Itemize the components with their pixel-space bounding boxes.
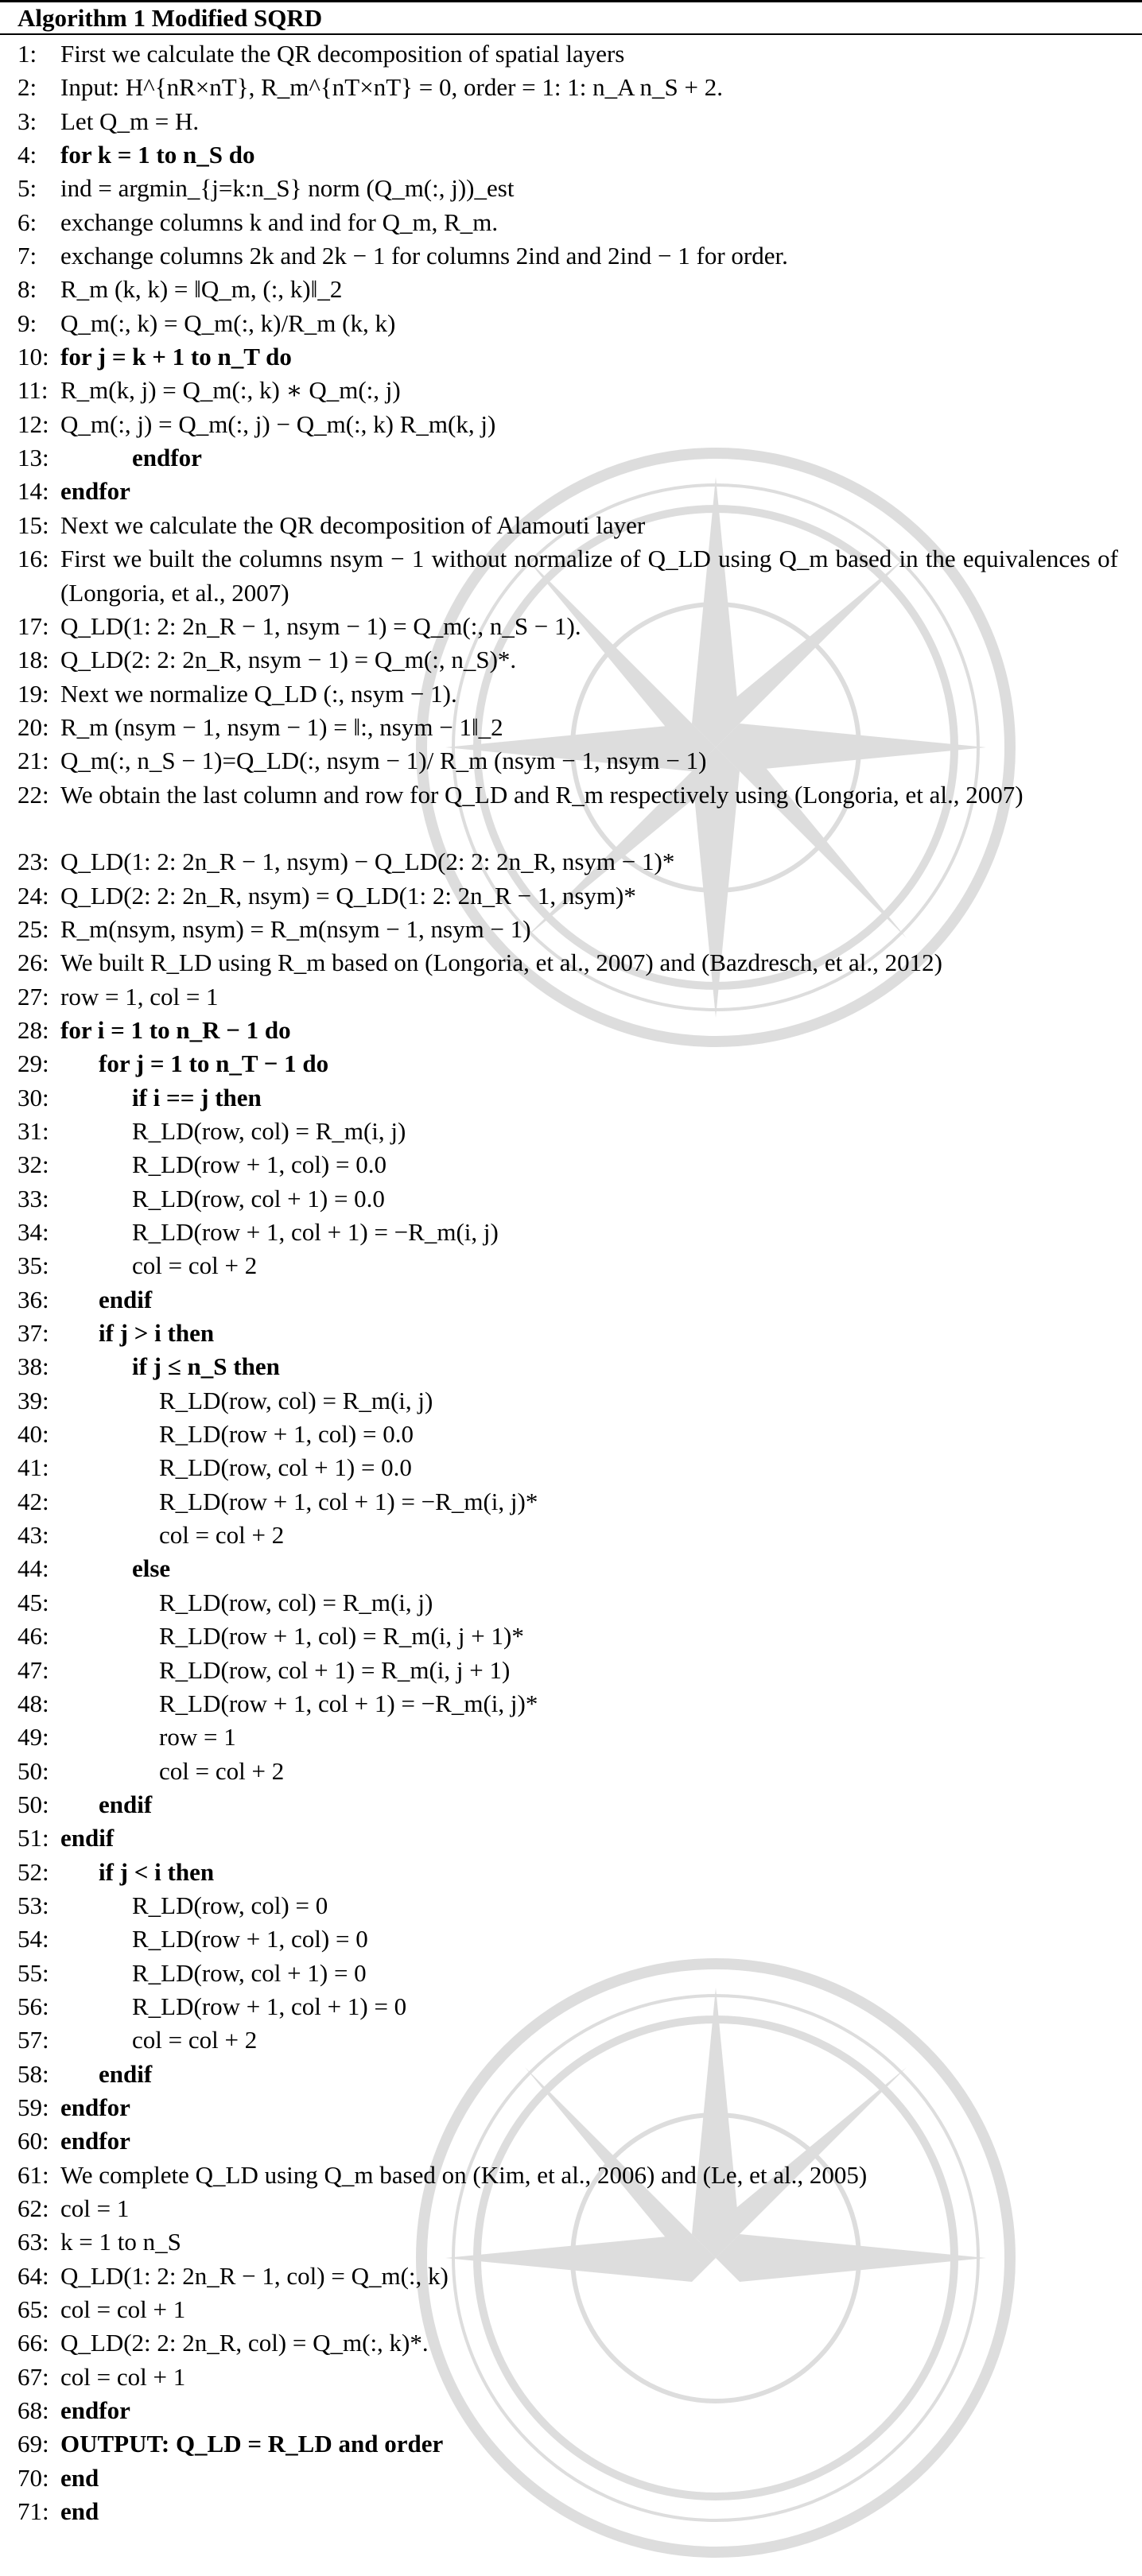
algorithm-line bbox=[0, 542, 1142, 610]
algorithm-line bbox=[0, 475, 1142, 508]
line-text: We obtain the last column and row for Q_LD and R_m respectively using (Longoria, et al., 2007) bbox=[60, 780, 1024, 809]
algorithm-line bbox=[0, 1957, 1142, 1990]
line-text: First we built the columns nsym − 1 without normalize of Q_LD using Q_m based in the equivalences of (Longoria, et al., 2007) bbox=[60, 545, 1118, 607]
line-number: 2: bbox=[17, 73, 37, 102]
algorithm-line bbox=[0, 172, 1142, 205]
line-number: 5: bbox=[17, 174, 37, 203]
line-text: R_LD(row, col + 1) = 0.0 bbox=[159, 1453, 412, 1482]
line-number: 50: bbox=[17, 1790, 49, 1818]
algorithm-line bbox=[0, 2058, 1142, 2091]
algorithm-line bbox=[0, 1552, 1142, 1585]
line-number: 69: bbox=[17, 2430, 49, 2458]
algorithm-line bbox=[0, 2293, 1142, 2326]
algorithm-line bbox=[0, 2260, 1142, 2293]
line-text: R_LD(row, col + 1) = 0 bbox=[132, 1958, 367, 1987]
line-number: 43: bbox=[17, 1521, 49, 1550]
line-text: endfor bbox=[132, 444, 202, 472]
algorithm-line bbox=[0, 1384, 1142, 1418]
line-text: exchange columns 2k and 2k − 1 for columns 2ind and 2ind − 1 for order. bbox=[60, 242, 788, 270]
line-text: if j < i then bbox=[99, 1857, 215, 1886]
algorithm-line bbox=[0, 408, 1142, 441]
algorithm-line bbox=[0, 138, 1142, 172]
algorithm-line bbox=[0, 1317, 1142, 1350]
line-text: for j = k + 1 to n_T do bbox=[60, 343, 292, 371]
line-text: row = 1, col = 1 bbox=[60, 982, 219, 1011]
line-number: 12: bbox=[17, 409, 49, 438]
line-number: 68: bbox=[17, 2396, 49, 2425]
line-number: 23: bbox=[17, 848, 49, 876]
algorithm-line bbox=[0, 1418, 1142, 1451]
line-text: endif bbox=[60, 1824, 115, 1852]
line-number: 46: bbox=[17, 1622, 49, 1651]
line-text: else bbox=[132, 1554, 171, 1583]
line-text: R_m (nsym − 1, nsym − 1) = ‖:, nsym − 1‖_2 bbox=[60, 712, 503, 741]
algorithm-line bbox=[0, 273, 1142, 306]
line-number: 38: bbox=[17, 1352, 49, 1381]
line-number: 32: bbox=[17, 1150, 49, 1179]
line-text: R_LD(row + 1, col) = R_m(i, j + 1)* bbox=[159, 1622, 524, 1651]
line-number: 6: bbox=[17, 208, 37, 236]
line-text: endif bbox=[99, 1790, 153, 1818]
algorithm-line bbox=[0, 1081, 1142, 1115]
algorithm-line bbox=[0, 2326, 1142, 2360]
line-number: 47: bbox=[17, 1655, 49, 1684]
line-text: R_m(nsym, nsym) = R_m(nsym − 1, nsym − 1) bbox=[60, 914, 531, 943]
line-number: 34: bbox=[17, 1218, 49, 1247]
algorithm-line bbox=[0, 374, 1142, 407]
algorithm-line bbox=[0, 1047, 1142, 1080]
algorithm-title: Algorithm 1 Modified SQRD bbox=[0, 0, 1142, 35]
algorithm-line bbox=[0, 778, 1142, 846]
algorithm-line bbox=[0, 1485, 1142, 1519]
algorithm-line bbox=[0, 2091, 1142, 2124]
algorithm-line bbox=[0, 1519, 1142, 1552]
line-number: 14: bbox=[17, 477, 49, 506]
algorithm-line bbox=[0, 2124, 1142, 2158]
algorithm-line bbox=[0, 2225, 1142, 2259]
line-text: end bbox=[60, 2463, 99, 2492]
line-number: 70: bbox=[17, 2463, 49, 2492]
line-text: col = 1 bbox=[60, 2194, 130, 2222]
line-number: 58: bbox=[17, 2059, 49, 2088]
algorithm-line bbox=[0, 509, 1142, 542]
line-text: R_LD(row, col + 1) = R_m(i, j + 1) bbox=[159, 1655, 511, 1684]
line-text: endif bbox=[99, 2059, 153, 2088]
line-number: 54: bbox=[17, 1925, 49, 1953]
line-number: 40: bbox=[17, 1420, 49, 1449]
algorithm-line bbox=[0, 2462, 1142, 2495]
algorithm-line bbox=[0, 711, 1142, 744]
algorithm-line bbox=[0, 239, 1142, 273]
line-text: exchange columns k and ind for Q_m, R_m. bbox=[60, 208, 499, 236]
line-text: Q_m(:, n_S − 1)=Q_LD(:, nsym − 1)/ R_m (nsym − 1, nsym − 1) bbox=[60, 747, 707, 775]
algorithm-line bbox=[0, 105, 1142, 138]
line-text: We complete Q_LD using Q_m based on (Kim, et al., 2006) and (Le, et al., 2005) bbox=[60, 2160, 868, 2189]
line-text: row = 1 bbox=[159, 1723, 236, 1752]
line-number: 57: bbox=[17, 2026, 49, 2054]
line-text: R_m(k, j) = Q_m(:, k) ∗ Q_m(:, j) bbox=[60, 376, 401, 405]
line-text: endfor bbox=[60, 2127, 130, 2155]
algorithm-line bbox=[0, 2159, 1142, 2192]
algorithm-lines bbox=[0, 35, 1142, 2528]
line-number: 67: bbox=[17, 2362, 49, 2391]
algorithm-line bbox=[0, 2192, 1142, 2225]
algorithm-line bbox=[0, 677, 1142, 711]
line-text: if i == j then bbox=[132, 1083, 262, 1111]
line-text: R_LD(row + 1, col + 1) = −R_m(i, j) bbox=[132, 1218, 499, 1247]
line-number: 60: bbox=[17, 2127, 49, 2155]
algorithm-line bbox=[0, 2023, 1142, 2057]
algorithm-line bbox=[0, 610, 1142, 643]
line-number: 44: bbox=[17, 1554, 49, 1583]
line-text: col = col + 2 bbox=[132, 2026, 258, 2054]
line-text: R_LD(row + 1, col + 1) = −R_m(i, j)* bbox=[159, 1689, 538, 1717]
line-number: 26: bbox=[17, 949, 49, 977]
algorithm-line bbox=[0, 879, 1142, 913]
line-number: 25: bbox=[17, 914, 49, 943]
algorithm-line bbox=[0, 1216, 1142, 1249]
line-text: We built R_LD using R_m based on (Longoria, et al., 2007) and (Bazdresch, et al., 2012) bbox=[60, 949, 942, 977]
line-text: Q_LD(2: 2: 2n_R, nsym − 1) = Q_m(:, n_S)*. bbox=[60, 646, 517, 674]
line-number: 30: bbox=[17, 1083, 49, 1111]
line-number: 59: bbox=[17, 2093, 49, 2121]
line-text: Q_LD(2: 2: 2n_R, col) = Q_m(:, k)*. bbox=[60, 2329, 429, 2357]
line-number: 1: bbox=[17, 40, 37, 68]
line-text: endfor bbox=[60, 2396, 130, 2425]
line-text: col = col + 2 bbox=[132, 1251, 258, 1280]
line-number: 56: bbox=[17, 1992, 49, 2020]
line-text: if j ≤ n_S then bbox=[132, 1352, 280, 1381]
line-number: 62: bbox=[17, 2194, 49, 2222]
line-number: 17: bbox=[17, 611, 49, 640]
algorithm-line bbox=[0, 946, 1142, 980]
line-text: R_LD(row, col + 1) = 0.0 bbox=[132, 1184, 385, 1212]
line-number: 24: bbox=[17, 881, 49, 910]
line-number: 61: bbox=[17, 2160, 49, 2189]
line-number: 31: bbox=[17, 1117, 49, 1145]
algorithm-line bbox=[0, 1922, 1142, 1956]
line-number: 45: bbox=[17, 1588, 49, 1616]
line-number: 16: bbox=[17, 545, 49, 573]
algorithm-line bbox=[0, 1821, 1142, 1855]
line-number: 63: bbox=[17, 2228, 49, 2256]
algorithm-line bbox=[0, 1889, 1142, 1922]
algorithm-line bbox=[0, 1620, 1142, 1653]
line-number: 53: bbox=[17, 1891, 49, 1919]
line-text: R_LD(row, col) = R_m(i, j) bbox=[159, 1386, 433, 1414]
line-text: R_LD(row + 1, col + 1) = 0 bbox=[132, 1992, 407, 2020]
line-number: 29: bbox=[17, 1049, 49, 1078]
line-text: k = 1 to n_S bbox=[60, 2228, 181, 2256]
algorithm-line bbox=[0, 643, 1142, 677]
line-text: Next we calculate the QR decomposition of Alamouti layer bbox=[60, 510, 646, 539]
line-text: R_LD(row + 1, col) = 0.0 bbox=[159, 1420, 414, 1449]
line-number: 41: bbox=[17, 1453, 49, 1482]
algorithm-line bbox=[0, 2495, 1142, 2528]
line-number: 37: bbox=[17, 1319, 49, 1348]
algorithm-line bbox=[0, 1182, 1142, 1216]
line-number: 15: bbox=[17, 510, 49, 539]
line-text: R_LD(row + 1, col) = 0 bbox=[132, 1925, 368, 1953]
algorithm-line bbox=[0, 1350, 1142, 1383]
line-number: 42: bbox=[17, 1487, 49, 1515]
line-number: 65: bbox=[17, 2295, 49, 2324]
line-number: 71: bbox=[17, 2497, 49, 2526]
line-text: Q_m(:, k) = Q_m(:, k)/R_m (k, k) bbox=[60, 308, 396, 337]
line-text: for i = 1 to n_R − 1 do bbox=[60, 1015, 291, 1044]
algorithm-line bbox=[0, 1755, 1142, 1788]
line-text: Q_LD(1: 2: 2n_R − 1, nsym − 1) = Q_m(:, n_S − 1). bbox=[60, 611, 581, 640]
algorithm-line bbox=[0, 1721, 1142, 1754]
algorithm-line bbox=[0, 1856, 1142, 1889]
line-text: Input: H^{nR×nT}, R_m^{nT×nT} = 0, order = 1: 1: n_A n_S + 2. bbox=[60, 73, 724, 102]
line-text: R_LD(row, col) = 0 bbox=[132, 1891, 328, 1919]
line-number: 19: bbox=[17, 679, 49, 708]
line-text: ind = argmin_{j=k:n_S} norm (Q_m(:, j))_est bbox=[60, 174, 515, 203]
line-text: Q_LD(2: 2: 2n_R, nsym) = Q_LD(1: 2: 2n_R − 1, nsym)* bbox=[60, 881, 636, 910]
line-text: OUTPUT: Q_LD = R_LD and order bbox=[60, 2430, 444, 2458]
line-number: 11: bbox=[17, 376, 49, 405]
algorithm-line bbox=[0, 913, 1142, 946]
line-number: 7: bbox=[17, 242, 37, 270]
algorithm-line bbox=[0, 206, 1142, 239]
algorithm-line bbox=[0, 1283, 1142, 1317]
line-text: R_LD(row + 1, col + 1) = −R_m(i, j)* bbox=[159, 1487, 538, 1515]
algorithm-line bbox=[0, 340, 1142, 374]
algorithm-line bbox=[0, 1451, 1142, 1484]
line-number: 39: bbox=[17, 1386, 49, 1414]
line-number: 10: bbox=[17, 343, 49, 371]
line-number: 36: bbox=[17, 1285, 49, 1313]
line-number: 27: bbox=[17, 982, 49, 1011]
line-number: 55: bbox=[17, 1958, 49, 1987]
algorithm-line bbox=[0, 1586, 1142, 1620]
line-number: 50: bbox=[17, 1756, 49, 1785]
line-number: 13: bbox=[17, 444, 49, 472]
line-text: endfor bbox=[60, 477, 130, 506]
line-text: Q_LD(1: 2: 2n_R − 1, nsym) − Q_LD(2: 2: 2n_R, nsym − 1)* bbox=[60, 848, 675, 876]
line-number: 28: bbox=[17, 1015, 49, 1044]
line-number: 49: bbox=[17, 1723, 49, 1752]
line-text: for j = 1 to n_T − 1 do bbox=[99, 1049, 329, 1078]
algorithm-line bbox=[0, 980, 1142, 1014]
line-number: 35: bbox=[17, 1251, 49, 1280]
line-text: for k = 1 to n_S do bbox=[60, 141, 255, 169]
algorithm-line bbox=[0, 1687, 1142, 1721]
line-text: R_m (k, k) = ‖Q_m, (:, k)‖_2 bbox=[60, 275, 343, 304]
algorithm-line bbox=[0, 1788, 1142, 1821]
line-text: R_LD(row + 1, col) = 0.0 bbox=[132, 1150, 386, 1179]
line-text: end bbox=[60, 2497, 99, 2526]
line-number: 21: bbox=[17, 747, 49, 775]
algorithm-line bbox=[0, 1654, 1142, 1687]
line-number: 18: bbox=[17, 646, 49, 674]
line-text: endif bbox=[99, 1285, 153, 1313]
algorithm-line bbox=[0, 1249, 1142, 1282]
line-number: 66: bbox=[17, 2329, 49, 2357]
line-text: First we calculate the QR decomposition of spatial layers bbox=[60, 40, 625, 68]
line-text: col = col + 2 bbox=[159, 1521, 285, 1550]
line-number: 52: bbox=[17, 1857, 49, 1886]
algorithm-line bbox=[0, 1115, 1142, 1148]
line-number: 4: bbox=[17, 141, 37, 169]
line-text: col = col + 2 bbox=[159, 1756, 285, 1785]
algorithm-line bbox=[0, 307, 1142, 340]
line-text: endfor bbox=[60, 2093, 130, 2121]
line-number: 33: bbox=[17, 1184, 49, 1212]
algorithm-line bbox=[0, 1990, 1142, 2023]
algorithm-line bbox=[0, 744, 1142, 778]
algorithm-line bbox=[0, 71, 1142, 104]
algorithm-line bbox=[0, 441, 1142, 475]
line-text: if j > i then bbox=[99, 1319, 215, 1348]
line-text: Let Q_m = H. bbox=[60, 107, 200, 135]
algorithm-line bbox=[0, 845, 1142, 879]
line-text: Q_LD(1: 2: 2n_R − 1, col) = Q_m(:, k) bbox=[60, 2261, 449, 2290]
line-number: 51: bbox=[17, 1824, 49, 1852]
line-number: 20: bbox=[17, 712, 49, 741]
algorithm-line bbox=[0, 2394, 1142, 2427]
line-number: 3: bbox=[17, 107, 37, 135]
line-text: Next we normalize Q_LD (:, nsym − 1). bbox=[60, 679, 457, 708]
line-number: 64: bbox=[17, 2261, 49, 2290]
algorithm-line bbox=[0, 2427, 1142, 2461]
algorithm-line bbox=[0, 1148, 1142, 1181]
algorithm-line bbox=[0, 1014, 1142, 1047]
line-number: 22: bbox=[17, 780, 49, 809]
line-text: R_LD(row, col) = R_m(i, j) bbox=[132, 1117, 406, 1145]
line-number: 9: bbox=[17, 308, 37, 337]
line-text: col = col + 1 bbox=[60, 2295, 186, 2324]
line-text: R_LD(row, col) = R_m(i, j) bbox=[159, 1588, 433, 1616]
line-text: col = col + 1 bbox=[60, 2362, 186, 2391]
line-text: Q_m(:, j) = Q_m(:, j) − Q_m(:, k) R_m(k, j) bbox=[60, 409, 496, 438]
algorithm-line bbox=[0, 37, 1142, 71]
algorithm-line bbox=[0, 2361, 1142, 2394]
line-number: 8: bbox=[17, 275, 37, 304]
line-number: 48: bbox=[17, 1689, 49, 1717]
